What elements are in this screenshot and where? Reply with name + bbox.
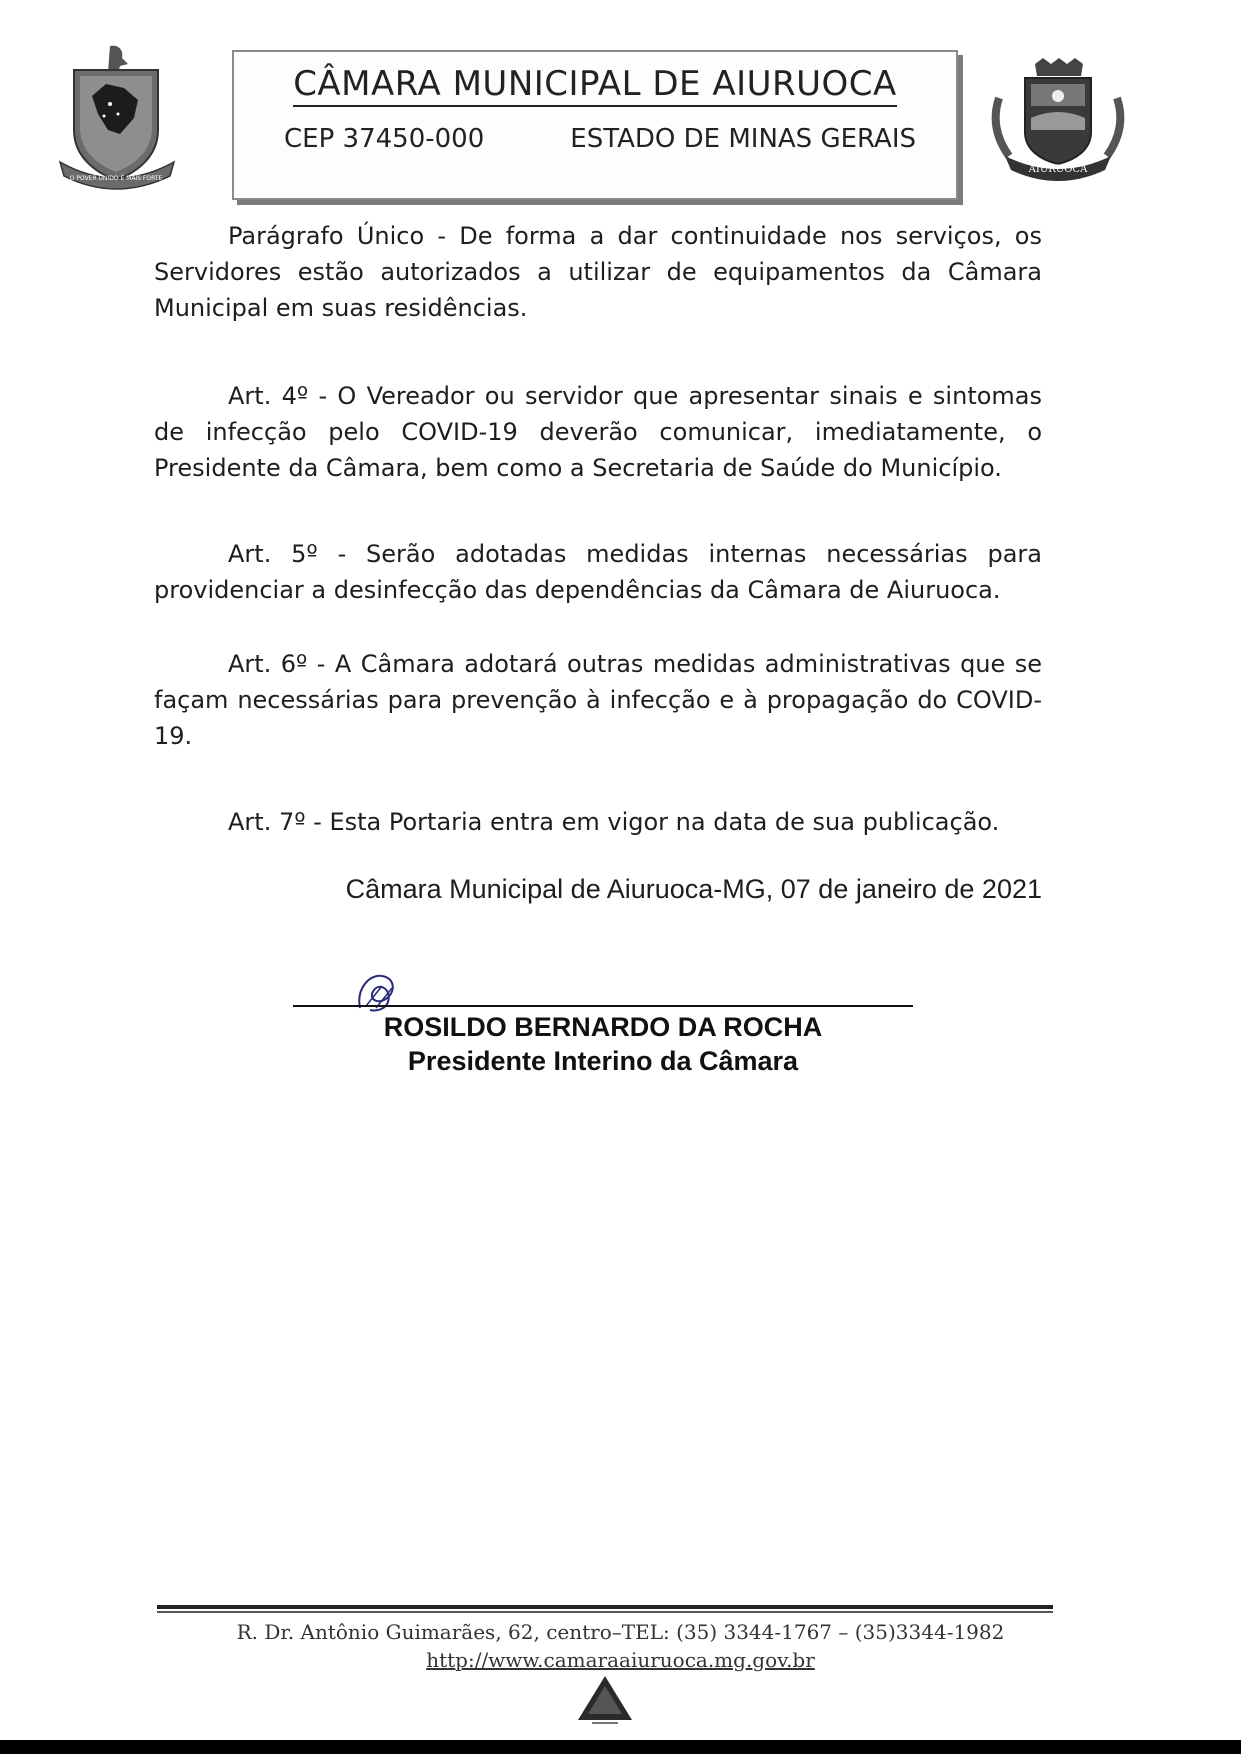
institution-title: CÂMARA MUNICIPAL DE AIURUOCA xyxy=(234,64,956,104)
article-5: Art. 5º - Serão adotadas medidas internas necessárias para providenciar a desinfecção das dependências da Câmara de Aiuruoca. xyxy=(154,540,1042,604)
footer-website xyxy=(0,1648,1241,1672)
paragraph-unique: Parágrafo Único - De forma a dar continuidade nos serviços, os Servidores estão autorizados a utilizar de equipamentos da Câmara Municipal em suas residências. xyxy=(154,222,1042,322)
article-7: Art. 7º - Esta Portaria entra em vigor na data de sua publicação. xyxy=(228,808,1000,836)
header-subtitle xyxy=(284,124,916,154)
triangle-emblem-icon xyxy=(570,1672,640,1728)
handwritten-signature-icon xyxy=(352,968,412,1016)
signatory-role: Presidente Interino da Câmara xyxy=(407,1046,799,1076)
article-6: Art. 6º - A Câmara adotará outras medidas administrativas que se façam necessárias para prevenção à infecção e à propagação do COVID-19. xyxy=(154,650,1042,750)
right-coat-of-arms-icon xyxy=(985,58,1130,188)
signature-line xyxy=(293,1005,913,1007)
signatory-name: ROSILDO BERNARDO DA ROCHA xyxy=(383,1012,823,1042)
state-label: ESTADO DE MINAS GERAIS xyxy=(570,124,916,154)
svg-text:O POVER UNIDO É MAIS FORTE: O POVER UNIDO É MAIS FORTE xyxy=(69,175,163,182)
left-coat-of-arms-icon xyxy=(58,44,178,194)
footer-address: R. Dr. Antônio Guimarães, 62, centro–TEL: (35) 3344-1767 – (35)3344-1982 xyxy=(236,1620,1005,1644)
header-box xyxy=(232,50,958,200)
website-link[interactable]: http://www.camaraaiuruoca.mg.gov.br xyxy=(426,1648,815,1672)
article-4: Art. 4º - O Vereador ou servidor que apresentar sinais e sintomas de infecção pelo COVID-19 deverão comunicar, imediatamente, o Presidente da Câmara, bem como a Secretaria de Saúde do Município. xyxy=(154,382,1042,482)
place-and-date: Câmara Municipal de Aiuruoca-MG, 07 de janeiro de 2021 xyxy=(345,874,1042,904)
svg-text:AIURUOCA: AIURUOCA xyxy=(1028,164,1088,175)
cep-label: CEP 37450-000 xyxy=(284,124,485,154)
footer-rule xyxy=(157,1605,1053,1609)
scan-bottom-border xyxy=(0,1740,1241,1754)
footer-rule-thin xyxy=(157,1611,1053,1613)
